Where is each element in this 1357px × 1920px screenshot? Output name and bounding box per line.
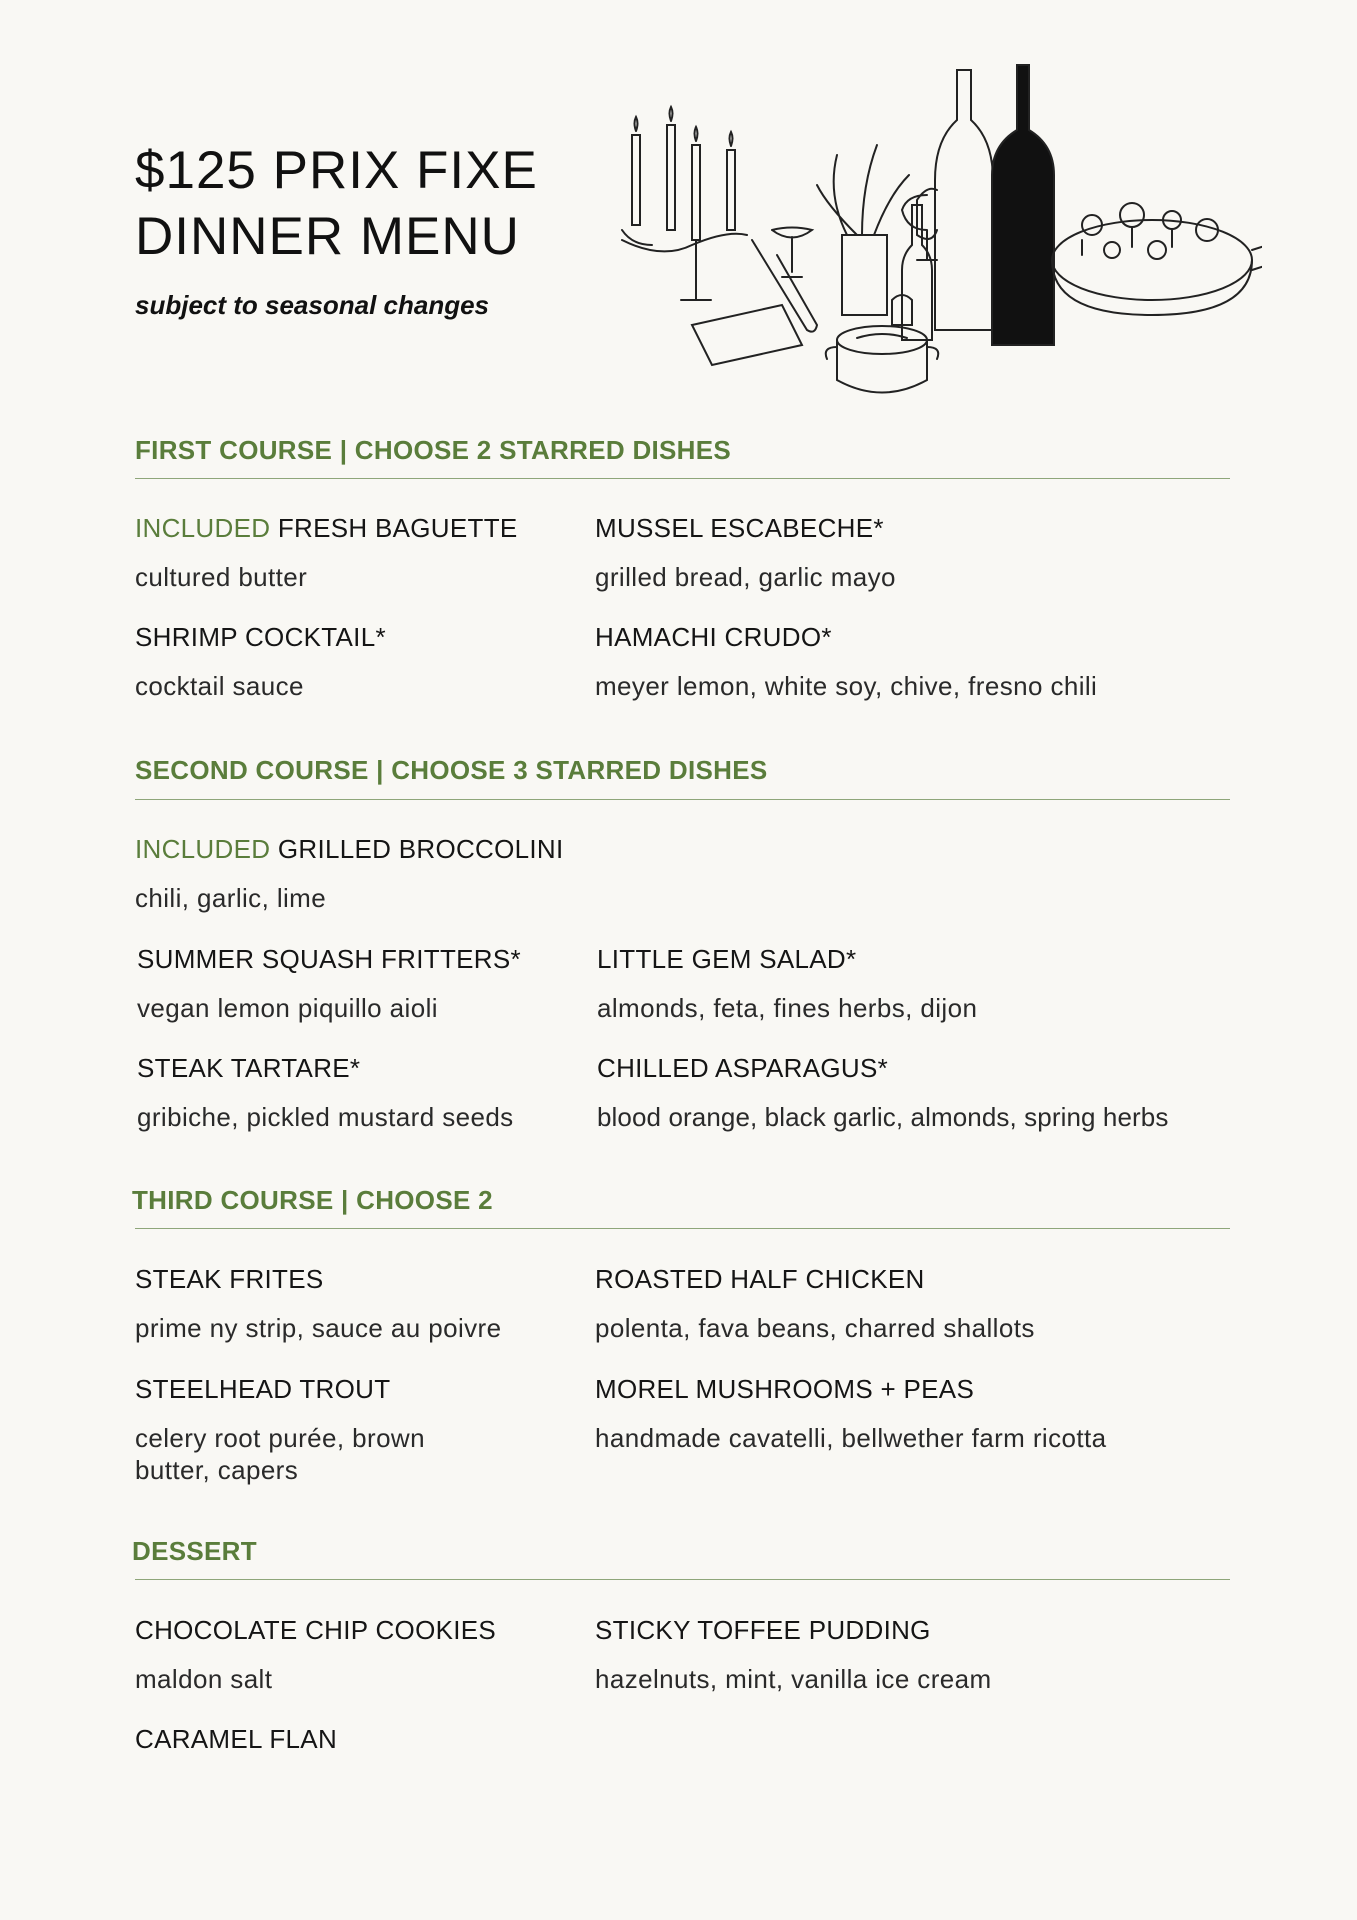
knife-icon — [752, 240, 817, 332]
item-description: celery root purée, brown butter, capers — [135, 1423, 425, 1485]
menu-item-steak-tartare — [137, 1053, 514, 1133]
item-name: STICKY TOFFEE PUDDING — [595, 1615, 931, 1645]
menu-item-chocolate-chip-cookies — [135, 1615, 496, 1695]
title-line-2: DINNER MENU — [135, 207, 520, 266]
item-name: MOREL MUSHROOMS + PEAS — [595, 1374, 975, 1404]
menu-item-caramel-flan — [135, 1724, 337, 1755]
item-description: cultured butter — [135, 562, 308, 592]
item-name: CHILLED ASPARAGUS* — [597, 1053, 889, 1083]
item-name: FRESH BAGUETTE — [277, 513, 518, 543]
napkin-icon — [692, 305, 802, 365]
course-heading-second: SECOND COURSE | CHOOSE 3 STARRED DISHES — [135, 755, 768, 785]
item-name: CHOCOLATE CHIP COOKIES — [135, 1615, 497, 1645]
menu-item-little-gem-salad — [597, 944, 977, 1024]
item-name: STEELHEAD TROUT — [135, 1374, 391, 1404]
coupe-glass-icon — [772, 228, 812, 278]
item-description: chili, garlic, lime — [135, 883, 327, 913]
page-title — [135, 138, 538, 270]
included-label: INCLUDED — [135, 834, 271, 864]
mushroom-skillet-icon — [1052, 203, 1262, 315]
item-description: almonds, feta, fines herbs, dijon — [597, 993, 978, 1023]
item-description: vegan lemon piquillo aioli — [137, 993, 438, 1023]
item-name: MUSSEL ESCABECHE* — [595, 513, 884, 543]
divider — [135, 799, 1230, 800]
title-line-1: $125 PRIX FIXE — [135, 141, 538, 200]
menu-item-sticky-toffee-pudding — [595, 1615, 992, 1695]
wine-bottles-icon — [902, 65, 1054, 345]
course-heading-first: FIRST COURSE | CHOOSE 2 STARRED DISHES — [135, 435, 732, 465]
divider — [135, 1579, 1230, 1580]
item-name: STEAK FRITES — [135, 1264, 324, 1294]
menu-item-hamachi-crudo — [595, 622, 1097, 702]
divider — [135, 478, 1230, 479]
candelabra-icon — [622, 107, 747, 300]
menu-item-steelhead-trout — [135, 1374, 495, 1486]
item-name: LITTLE GEM SALAD* — [597, 944, 857, 974]
menu-item-steak-frites — [135, 1264, 501, 1344]
item-description: prime ny strip, sauce au poivre — [135, 1313, 502, 1343]
page-subtitle: subject to seasonal changes — [135, 290, 490, 320]
menu-item-chilled-asparagus — [597, 1053, 1168, 1133]
soup-pot-icon — [826, 326, 939, 393]
potted-plant-icon — [817, 145, 912, 325]
item-name: HAMACHI CRUDO* — [595, 622, 832, 652]
menu-item-mussel-escabeche — [595, 513, 896, 593]
item-name: STEAK TARTARE* — [137, 1053, 361, 1083]
menu-item-summer-squash-fritters — [137, 944, 521, 1024]
item-description: gribiche, pickled mustard seeds — [137, 1102, 514, 1132]
item-description: polenta, fava beans, charred shallots — [595, 1313, 1035, 1343]
menu-item-shrimp-cocktail — [135, 622, 386, 702]
item-description: maldon salt — [135, 1664, 273, 1694]
menu-item-morel-mushrooms-peas — [595, 1374, 1106, 1454]
item-description: hazelnuts, mint, vanilla ice cream — [595, 1664, 992, 1694]
item-name: SUMMER SQUASH FRITTERS* — [137, 944, 521, 974]
item-name: GRILLED BROCCOLINI — [277, 834, 564, 864]
included-label: INCLUDED — [135, 513, 271, 543]
menu-item-roasted-half-chicken — [595, 1264, 1035, 1344]
item-description: blood orange, black garlic, almonds, spring herbs — [597, 1102, 1169, 1132]
item-description: handmade cavatelli, bellwether farm ricotta — [595, 1423, 1107, 1453]
divider — [135, 1228, 1230, 1229]
item-name: SHRIMP COCKTAIL* — [135, 622, 386, 652]
item-description: grilled bread, garlic mayo — [595, 562, 896, 592]
course-heading-dessert: DESSERT — [132, 1536, 257, 1566]
course-heading-third: THIRD COURSE | CHOOSE 2 — [132, 1185, 493, 1215]
item-description: cocktail sauce — [135, 671, 304, 701]
menu-item-grilled-broccolini — [135, 834, 564, 914]
menu-item-fresh-baguette — [135, 513, 518, 593]
item-description: meyer lemon, white soy, chive, fresno chili — [595, 671, 1098, 701]
table-setting-illustration — [612, 55, 1262, 415]
item-name: CARAMEL FLAN — [135, 1724, 338, 1754]
item-name: ROASTED HALF CHICKEN — [595, 1264, 925, 1294]
